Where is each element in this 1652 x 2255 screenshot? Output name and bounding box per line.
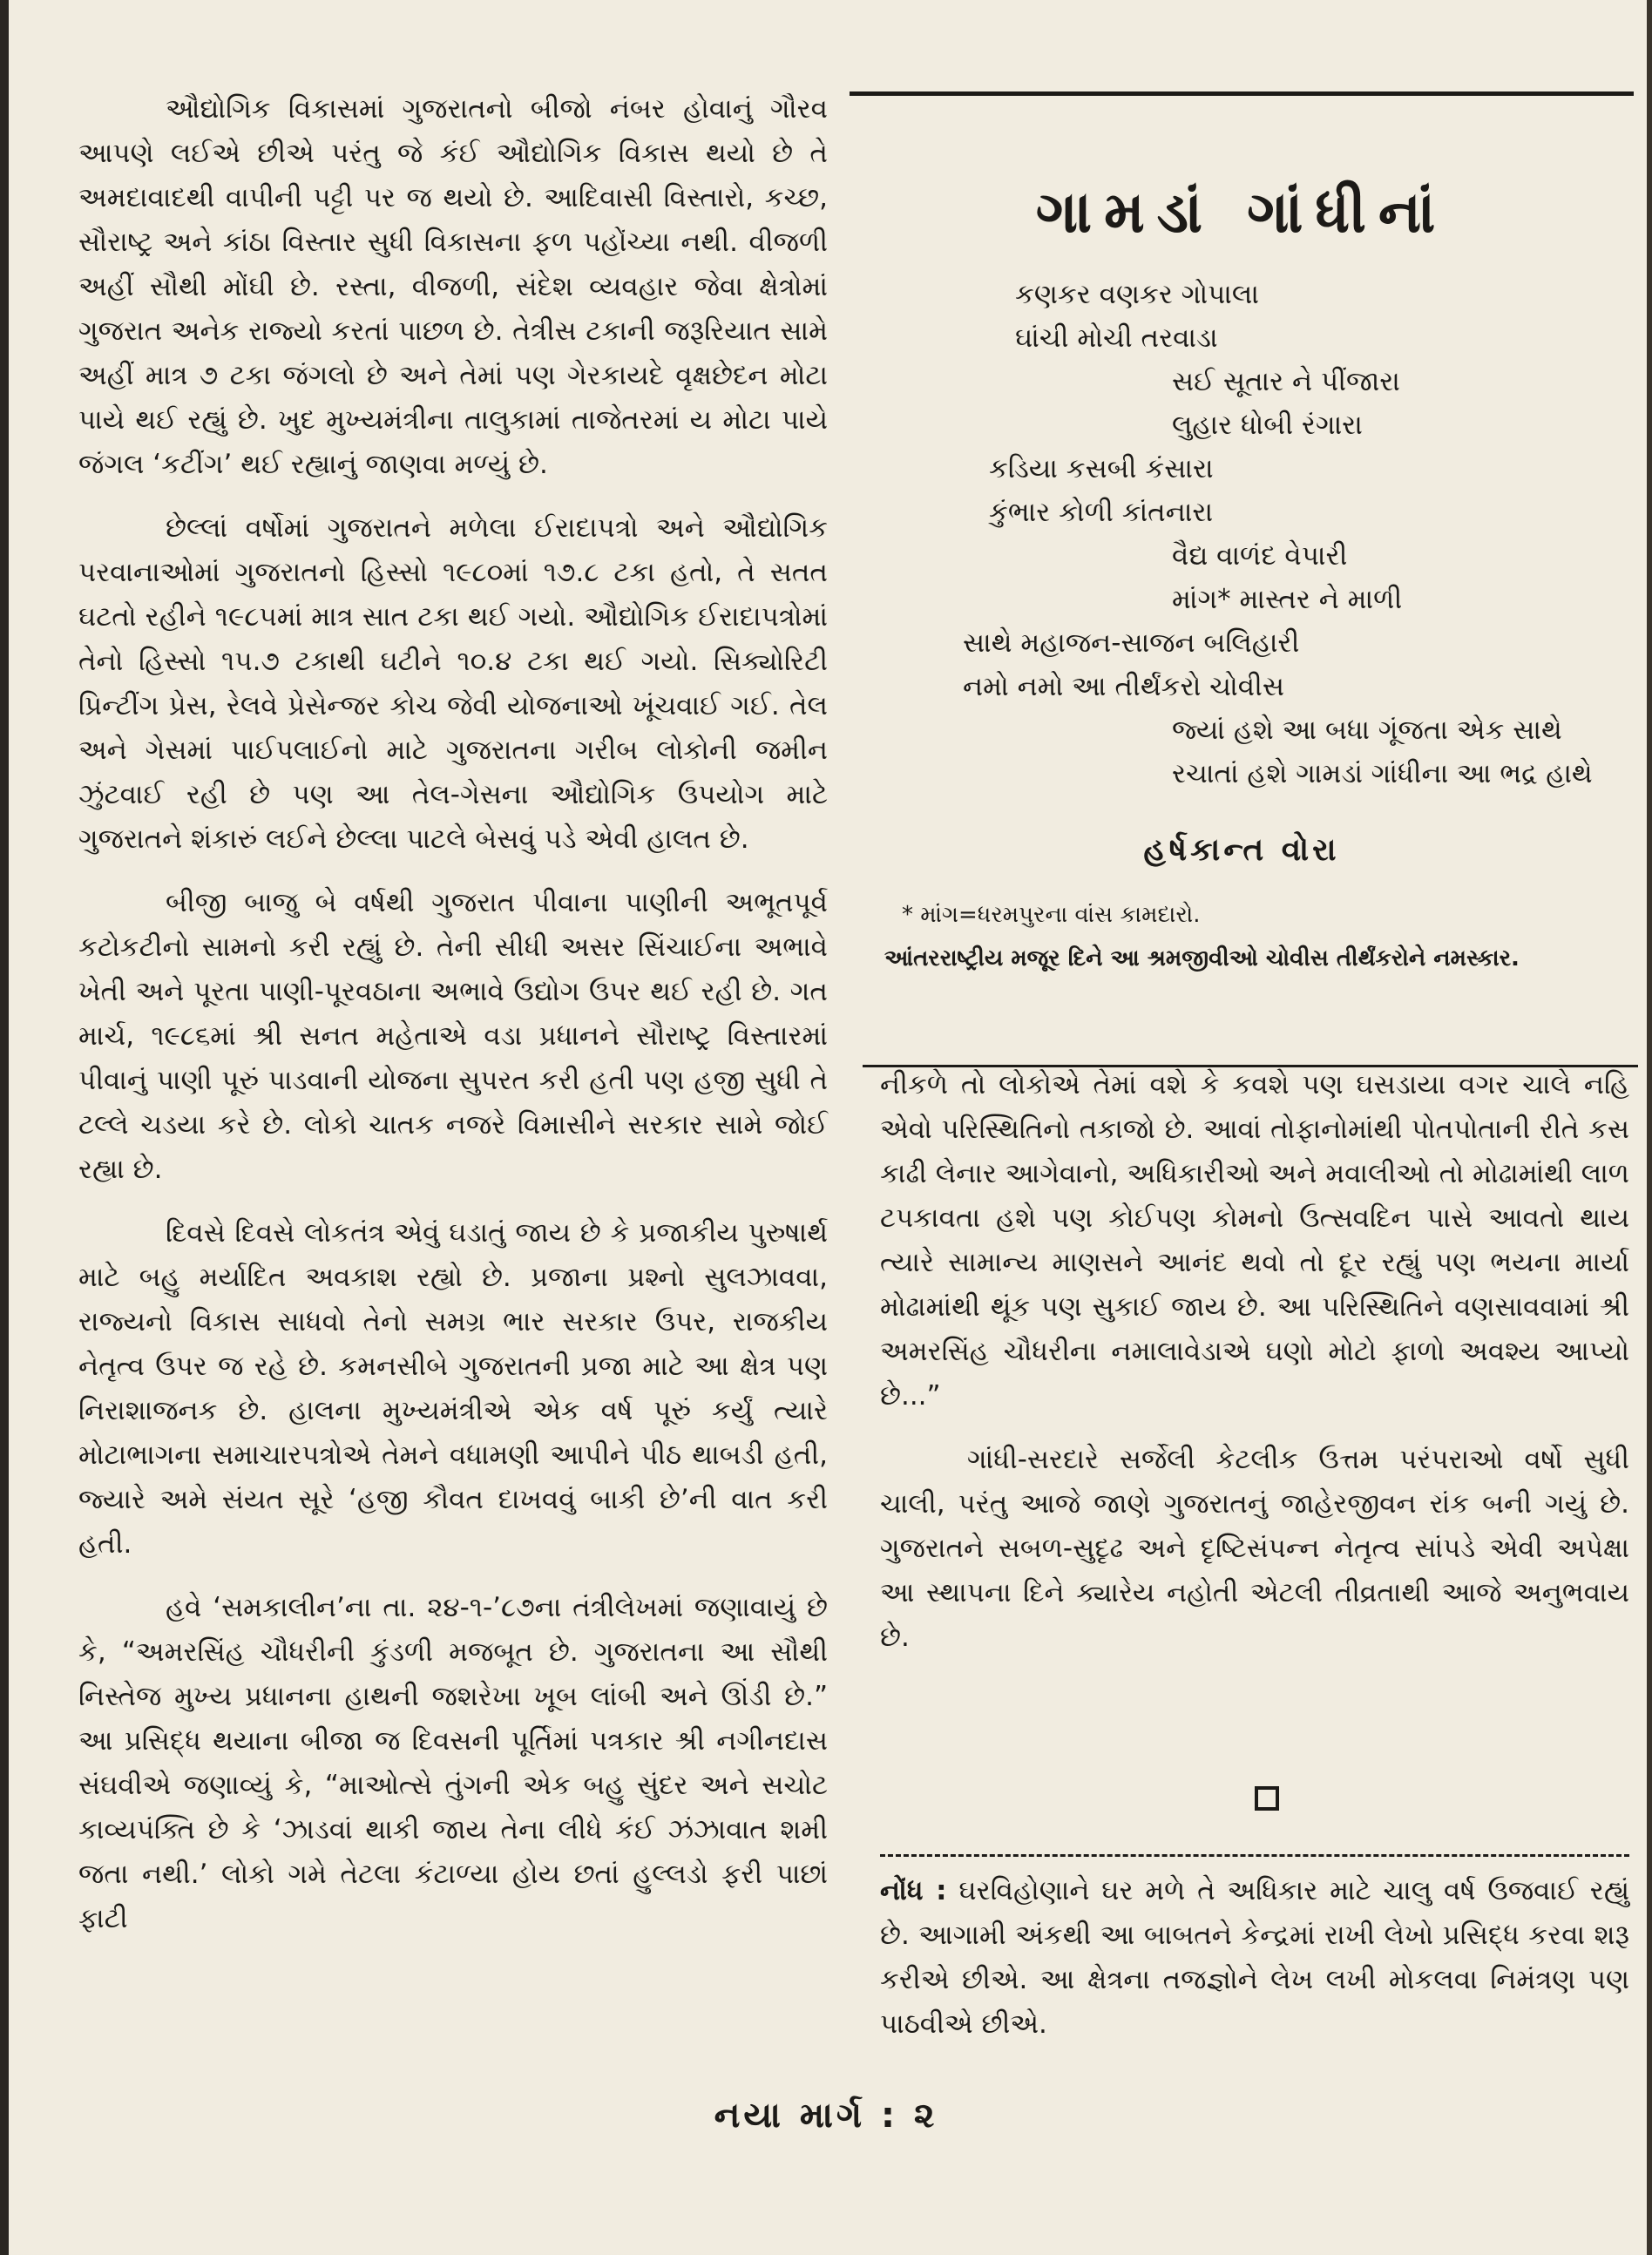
left-paragraph-3: બીજી બાજુ બે વર્ષથી ગુજરાત પીવાના પાણીની અભૂતપૂર્વ કટોકટીનો સામનો કરી રહ્યું છે. તેની સીધી અસર સિંચાઈના અભાવે ખેતી અને પૂરતા પાણી-પૂરવઠાના અભાવે ઉદ્યોગ ઉપર થઈ રહી છે. ગત માર્ચ, ૧૯૮૬માં શ્રી સનત મહેતાએ વડા પ્રધાનને સૌરાષ્ટ્ર વિસ્તારમાં પીવાનું પાણી પૂરું પાડવાની યોજના સુપરત કરી હતી પણ હજી સુધી તે ટલ્લે ચડયા કરે છે. લોકો ચાતક નજરે વિમાસીને સરકાર સામે જોઈ રહ્યા છે. bbox=[78, 887, 828, 1185]
poem-box bbox=[850, 83, 1634, 989]
poem-line: જ્યાં હશે આ બધા ગૂંજતા એક સાથે bbox=[1172, 714, 1562, 746]
end-mark-icon bbox=[1255, 1786, 1279, 1811]
right-paragraph-1: નીકળે તો લોકોએ તેમાં વશે કે કવશે પણ ઘસડાયા વગર ચાલે નહિ એવો પરિસ્થિતિનો તકાજો છે. આવાં તોફાનોમાંથી પોતપોતાની રીતે કસ કાઢી લેનાર આગેવાનો, અધિકારીઓ અને મવાલીઓ તો મોઢામાંથી લાળ ટપકાવતા હશે પણ કોઈપણ કોમનો ઉત્સવદિન પાસે આવતો થાય ત્યારે સામાન્ય માણસને આનંદ થવો તો દૂર રહ્યું પણ ભયના માર્યા મોઢામાંથી થૂંક પણ સુકાઈ જાય છે. આ પરિસ્થિતિને વણસાવવામાં શ્રી અમરસિંહ ચૌધરીના નમાલાવેડાએ ઘણો મોટો ફાળો અવશ્ય આપ્યો છે...” bbox=[880, 1069, 1629, 1412]
left-paragraph-2: છેલ્લાં વર્ષોમાં ગુજરાતને મળેલા ઈરાદાપત્રો અને ઔદ્યોગિક પરવાનાઓમાં ગુજરાતનો હિસ્સો ૧૯૮૦માં ૧૭.૮ ટકા હતો, તે સતત ઘટતો રહીને ૧૯૮૫માં માત્ર સાત ટકા થઈ ગયો. ઔદ્યોગિક ઈરાદાપત્રોમાં તેનો હિસ્સો ૧૫.૭ ટકાથી ઘટીને ૧૦.૪ ટકા થઈ ગયો. સિક્યોરિટી પ્રિન્ટીંગ પ્રેસ, રેલવે પ્રેસેન્જર કોચ જેવી યોજનાઓ ખૂંચવાઈ ગઈ. તેલ અને ગેસમાં પાઈપલાઈનો માટે ગુજરાતના ગરીબ લોકોની જમીન ઝુંટવાઈ રહી છે પણ આ તેલ-ગેસના ઔદ્યોગિક ઉપયોગ માટે ગુજરાતને શંકારું લઈને છેલ્લા પાટલે બેસવું પડે એવી હાલત છે. bbox=[78, 512, 828, 855]
left-paragraph-1: ઔદ્યોગિક વિકાસમાં ગુજરાતનો બીજો નંબર હોવાનું ગૌરવ આપણે લઈએ છીએ પરંતુ જે કંઈ ઔદ્યોગિક વિકાસ થયો છે તે અમદાવાદથી વાપીની પટ્ટી પર જ થયો છે. આદિવાસી વિસ્તારો, કચ્છ, સૌરાષ્ટ્ર અને કાંઠા વિસ્તાર સુધી વિકાસના ફળ પહોંચ્યા નથી. વીજળી અહીં સૌથી મોંઘી છે. રસ્તા, વીજળી, સંદેશ વ્યવહાર જેવા ક્ષેત્રોમાં ગુજરાત અનેક રાજ્યો કરતાં પાછળ છે. તેત્રીસ ટકાની જરૂરિયાત સામે અહીં માત્ર ૭ ટકા જંગલો છે અને તેમાં પણ ગેરકાયદે વૃક્ષછેદન મોટા પાયે થઈ રહ્યું છે. ખુદ મુખ્યમંત્રીના તાલુકામાં તાજેતરમાં ય મોટા પાયે જંગલ ‘કટીંગ’ થઈ રહ્યાનું જાણવા મળ્યું છે. bbox=[78, 93, 828, 480]
footnote-rule bbox=[880, 1854, 1629, 1857]
poem-line: સઈ સૂતાર ને પીંજારા bbox=[1172, 366, 1400, 397]
right-column bbox=[880, 1063, 1629, 1679]
poem-line: સાથે મહાજન-સાજન બલિહારી bbox=[963, 627, 1300, 659]
poet-name: હર્ષકાન્ત વોરા bbox=[1143, 832, 1340, 868]
left-paragraph-4: દિવસે દિવસે લોકતંત્ર એવું ઘડાતું જાય છે કે પ્રજાકીય પુરુષાર્થ માટે બહુ મર્યાદિત અવકાશ રહ્યો છે. પ્રજાના પ્રશ્નો સુલઝાવવા, રાજ્યનો વિકાસ સાધવો તેનો સમગ્ર ભાર સરકાર ઉપર, રાજકીય નેતૃત્વ ઉપર જ રહે છે. કમનસીબે ગુજરાતની પ્રજા માટે આ ક્ષેત્ર પણ નિરાશાજનક છે. હાલના મુખ્યમંત્રીએ એક વર્ષ પૂરું કર્યું ત્યારે મોટાભાગના સમાચારપત્રોએ તેમને વધામણી આપીને પીઠ થાબડી હતી, જ્યારે અમે સંયત સૂરે ‘હજી કૌવત દાખવવું બાકી છે’ની વાત કરી હતી. bbox=[78, 1217, 828, 1560]
page-footer: નયા માર્ગ : ૨ bbox=[714, 2096, 938, 2136]
editor-note-label: નોંધ : bbox=[880, 1875, 947, 1906]
poem-line: ઘાંચી મોચી તરવાડા bbox=[1015, 322, 1218, 354]
left-column bbox=[78, 87, 828, 1960]
top-rule bbox=[850, 91, 1634, 96]
poem-line: કડિયા કસબી કંસારા bbox=[989, 453, 1214, 484]
poem-line: નમો નમો આ તીર્થંકરો ચોવીસ bbox=[963, 671, 1285, 702]
poem-line: વૈદ્ય વાળંદ વેપારી bbox=[1172, 540, 1348, 572]
right-paragraph-2: ગાંધી-સરદારે સર્જેલી કેટલીક ઉત્તમ પરંપરાઓ વર્ષો સુધી ચાલી, પરંતુ આજે જાણે ગુજરાતનું જાહેરજીવન રાંક બની ગયું છે. ગુજરાતને સબળ-સુદૃઢ અને દૃષ્ટિસંપન્ન નેતૃત્વ સાંપડે એવી અપેક્ષા આ સ્થાપના દિને ક્યારેય નહોતી એટલી તીવ્રતાથી આજે અનુભવાય છે. bbox=[880, 1444, 1629, 1653]
poem-dedication: આંતરરાષ્ટ્રીય મજૂર દિને આ શ્રમજીવીઓ ચોવીસ તીર્થંકરોને નમસ્કાર. bbox=[884, 945, 1520, 972]
poem-line: લુહાર ધોબી રંગારા bbox=[1172, 410, 1363, 441]
poem-footnote: * માંગ=ધરમપુરના વાંસ કામદારો. bbox=[902, 902, 1201, 928]
editor-note bbox=[880, 1869, 1629, 2047]
poem-line: માંગ* માસ્તર ને માળી bbox=[1172, 584, 1403, 615]
left-paragraph-5: હવે ‘સમકાલીન’ના તા. ૨૪-૧-’૮૭ના તંત્રીલેખમાં જણાવાયું છે કે, “અમરસિંહ ચૌધરીની કુંડળી મજબૂત છે. ગુજરાતના આ સૌથી નિસ્તેજ મુખ્ય પ્રધાનના હાથની જશરેખા ખૂબ લાંબી અને ઊંડી છે.” આ પ્રસિદ્ધ થયાના બીજા જ દિવસની પૂર્તિમાં પત્રકાર શ્રી નગીનદાસ સંઘવીએ જણાવ્યું કે, “માઓત્સે તુંગની એક બહુ સુંદર અને સચોટ કાવ્યપંક્તિ છે કે ‘ઝાડવાં થાકી જાય તેના લીધે કંઈ ઝંઝાવાત શમી જતા નથી.’ લોકો ગમે તેટલા કંટાળ્યા હોય છતાં હુલ્લડો ફરી પાછાં ફાટી bbox=[78, 1592, 828, 1934]
poem-line: રચાતાં હશે ગામડાં ગાંધીના આ ભદ્ર હાથે bbox=[1172, 758, 1593, 789]
editor-note-text: ઘરવિહોણાને ઘર મળે તે અધિકાર માટે ચાલુ વર્ષ ઉજવાઈ રહ્યું છે. આગામી અંકથી આ બાબતને કેન્દ્રમાં રાખી લેખો પ્રસિદ્ધ કરવા શરૂ કરીએ છીએ. આ ક્ષેત્રના તજજ્ઞોને લેખ લખી મોકલવા નિમંત્રણ પણ પાઠવીએ છીએ. bbox=[880, 1875, 1629, 2040]
poem-line: કણકર વણકર ગોપાલા bbox=[1015, 279, 1259, 310]
poem-title: ગામડાં ગાંધીનાં bbox=[1035, 179, 1448, 246]
poem-line: કુંભાર કોળી કાંતનારા bbox=[989, 497, 1214, 528]
